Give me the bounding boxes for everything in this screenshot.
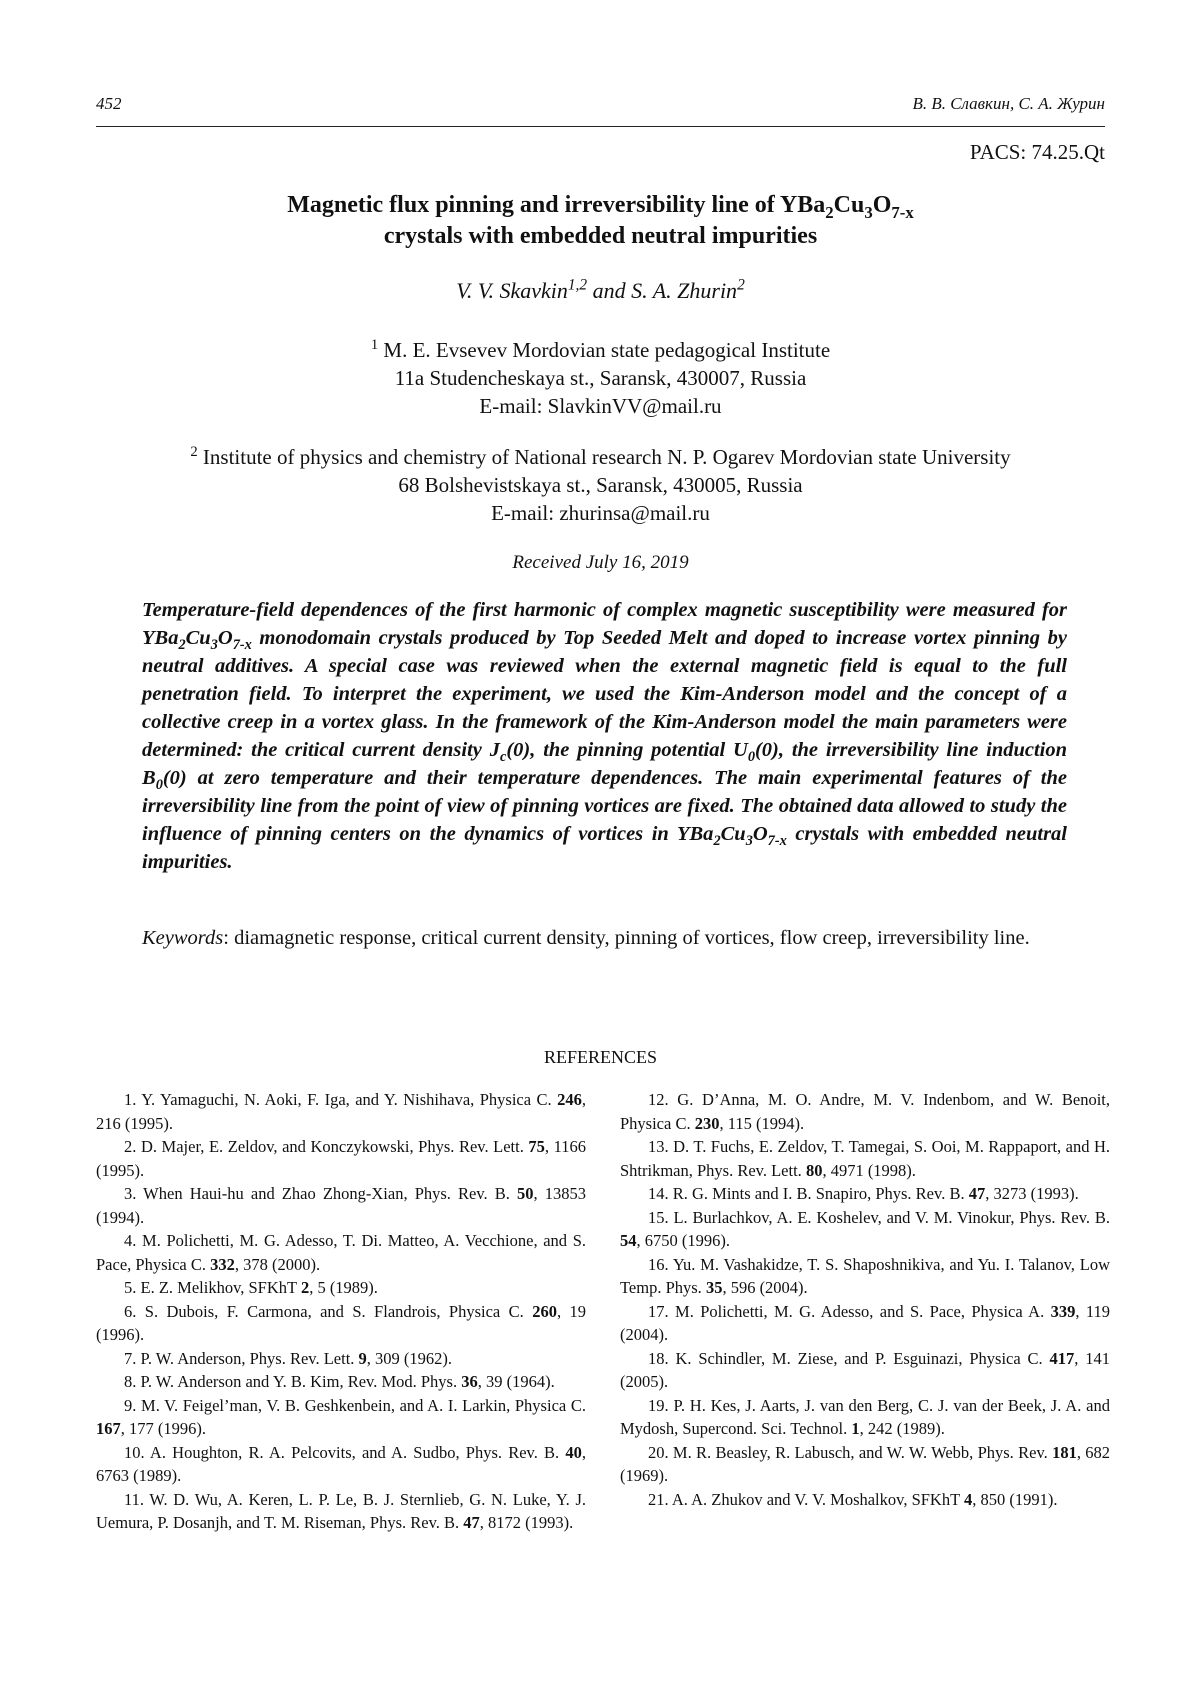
references-left-column	[96, 1088, 586, 1535]
authors: V. V. Skavkin1,2 and S. A. Zhurin2	[96, 278, 1105, 304]
affiliation-2: 2 Institute of physics and chemistry of National research N. P. Ogarev Mordovian state University 68 Bolshevistskaya st., Saransk, 430005, Russia E-mail: zhurinsa@mail.ru	[96, 443, 1105, 527]
title-line-2: crystals with embedded neutral impurities	[96, 221, 1105, 252]
reference-item: 11. W. D. Wu, A. Keren, L. P. Le, B. J. Sternlieb, G. N. Luke, Y. J. Uemura, P. Dosanjh, and T. M. Riseman, Phys. Rev. B. 47, 8172 (1993).	[96, 1488, 586, 1535]
reference-item: 6. S. Dubois, F. Carmona, and S. Flandrois, Physica C. 260, 19 (1996).	[96, 1300, 586, 1347]
page-number: 452	[96, 94, 122, 114]
reference-item: 3. When Haui-hu and Zhao Zhong-Xian, Phys. Rev. B. 50, 13853 (1994).	[96, 1182, 586, 1229]
email-1: E-mail: SlavkinVV@mail.ru	[96, 392, 1105, 420]
reference-item: 18. K. Schindler, M. Ziese, and P. Esguinazi, Physica C. 417, 141 (2005).	[620, 1347, 1110, 1394]
reference-item: 14. R. G. Mints and I. B. Snapiro, Phys. Rev. B. 47, 3273 (1993).	[620, 1182, 1110, 1206]
reference-item: 5. E. Z. Melikhov, SFKhT 2, 5 (1989).	[96, 1276, 586, 1300]
paper-page	[0, 0, 1200, 1698]
email-2: E-mail: zhurinsa@mail.ru	[96, 499, 1105, 527]
reference-item: 7. P. W. Anderson, Phys. Rev. Lett. 9, 309 (1962).	[96, 1347, 586, 1371]
header-divider	[96, 126, 1105, 127]
reference-item: 21. A. A. Zhukov and V. V. Moshalkov, SFKhT 4, 850 (1991).	[620, 1488, 1110, 1512]
paper-title	[96, 190, 1105, 252]
reference-item: 16. Yu. M. Vashakidze, T. S. Shaposhnikiva, and Yu. I. Talanov, Low Temp. Phys. 35, 596 (2004).	[620, 1253, 1110, 1300]
reference-item: 12. G. D’Anna, M. O. Andre, M. V. Indenbom, and W. Benoit, Physica C. 230, 115 (1994).	[620, 1088, 1110, 1135]
reference-item: 17. M. Polichetti, M. G. Adesso, and S. Pace, Physica A. 339, 119 (2004).	[620, 1300, 1110, 1347]
references-right-column	[620, 1088, 1110, 1511]
affiliation-1: 1 M. E. Evsevev Mordovian state pedagogical Institute 11a Studencheskaya st., Saransk, 430007, Russia E-mail: SlavkinVV@mail.ru	[96, 336, 1105, 420]
keywords: Keywords: diamagnetic response, critical current density, pinning of vortices, flow creep, irreversibility line.	[142, 924, 1067, 952]
reference-item: 15. L. Burlachkov, A. E. Koshelev, and V. M. Vinokur, Phys. Rev. B. 54, 6750 (1996).	[620, 1206, 1110, 1253]
reference-item: 19. P. H. Kes, J. Aarts, J. van den Berg, C. J. van der Beek, J. A. and Mydosh, Supercond. Sci. Technol. 1, 242 (1989).	[620, 1394, 1110, 1441]
reference-item: 2. D. Majer, E. Zeldov, and Konczykowski, Phys. Rev. Lett. 75, 1166 (1995).	[96, 1135, 586, 1182]
reference-item: 10. A. Houghton, R. A. Pelcovits, and A. Sudbo, Phys. Rev. B. 40, 6763 (1989).	[96, 1441, 586, 1488]
reference-item: 13. D. T. Fuchs, E. Zeldov, T. Tamegai, S. Ooi, M. Rappaport, and H. Shtrikman, Phys. Rev. Lett. 80, 4971 (1998).	[620, 1135, 1110, 1182]
abstract: Temperature-field dependences of the first harmonic of complex magnetic susceptibility were measured for YBa2Cu3O7-x monodomain crystals produced by Top Seeded Melt and doped to increase vortex pinning by neutral additives. A special case was reviewed when the external magnetic field is equal to the full penetration field. To interpret the experiment, we used the Kim-Anderson model and the concept of a collective creep in a vortex glass. In the framework of the Kim-Anderson model the main parameters were determined: the critical current density Jc(0), the pinning potential U0(0), the irreversibility line induction B0(0) at zero temperature and their temperature dependences. The main experimental features of the irreversibility line from the point of view of pinning vortices are fixed. The obtained data allowed to study the influence of pinning centers on the dynamics of vortices in YBa2Cu3O7-x crystals with embedded neutral impurities.	[142, 596, 1067, 876]
pacs-code: PACS: 74.25.Qt	[970, 140, 1105, 165]
reference-item: 20. M. R. Beasley, R. Labusch, and W. W. Webb, Phys. Rev. 181, 682 (1969).	[620, 1441, 1110, 1488]
references-heading: REFERENCES	[96, 1047, 1105, 1068]
reference-item: 9. M. V. Feigel’man, V. B. Geshkenbein, and A. I. Larkin, Physica C. 167, 177 (1996).	[96, 1394, 586, 1441]
reference-item: 1. Y. Yamaguchi, N. Aoki, F. Iga, and Y. Nishihava, Physica C. 246, 216 (1995).	[96, 1088, 586, 1135]
reference-item: 4. M. Polichetti, M. G. Adesso, T. Di. Matteo, A. Vecchione, and S. Pace, Physica C. 332, 378 (2000).	[96, 1229, 586, 1276]
reference-item: 8. P. W. Anderson and Y. B. Kim, Rev. Mod. Phys. 36, 39 (1964).	[96, 1370, 586, 1394]
running-title: В. В. Славкин, С. А. Журин	[912, 94, 1105, 114]
received-date: Received July 16, 2019	[96, 552, 1105, 574]
title-line-1: Magnetic flux pinning and irreversibility line of YBa2Cu3O7-x	[96, 190, 1105, 221]
